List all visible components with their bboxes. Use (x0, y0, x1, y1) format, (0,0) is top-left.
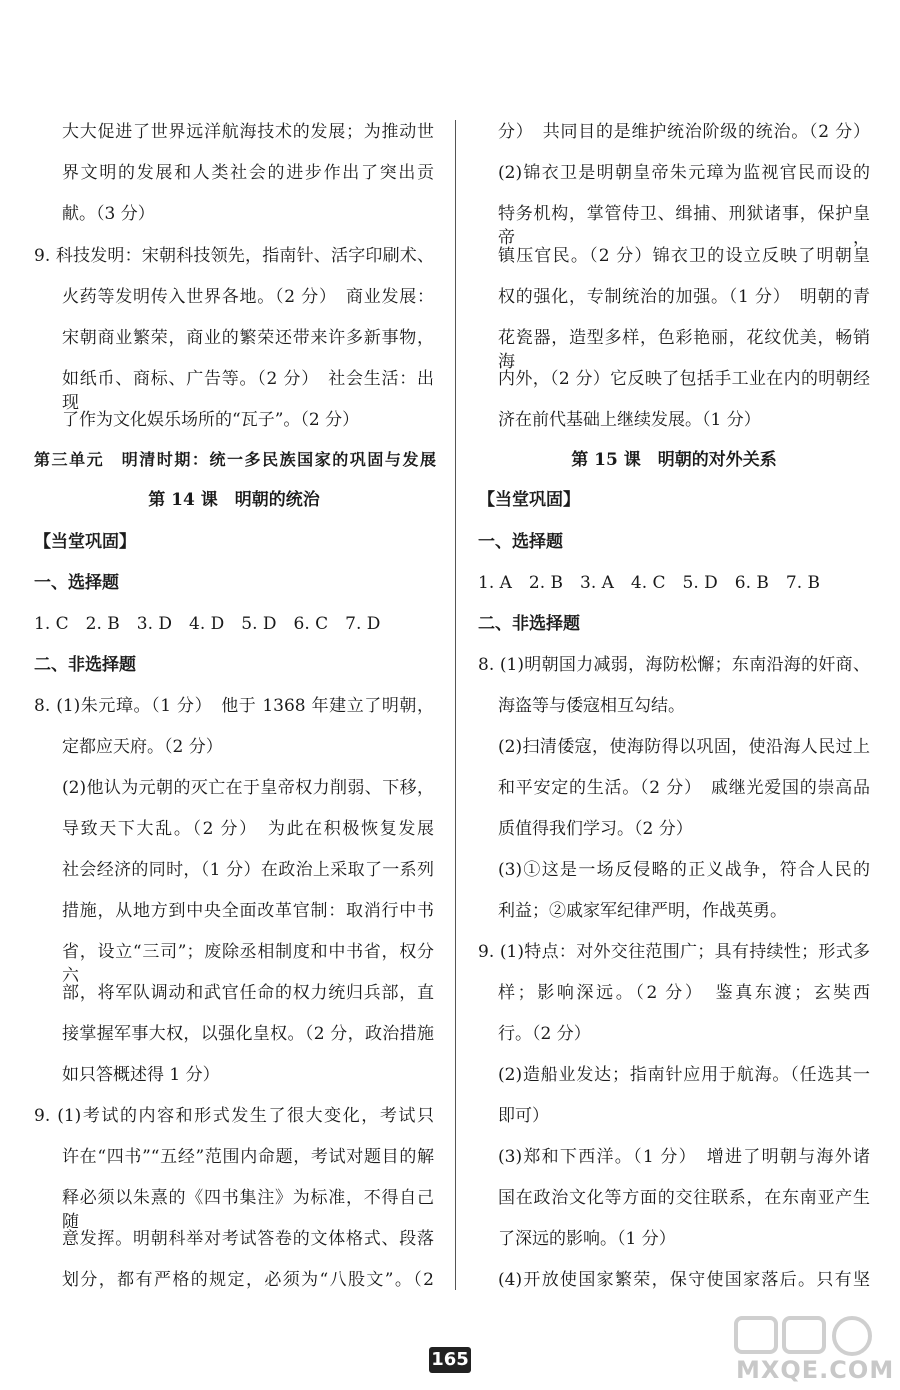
text-line: 内外，（2 分）它反映了包括手工业在内的明朝经 (498, 369, 870, 389)
watermark-logo (732, 1314, 895, 1384)
column-divider (455, 120, 456, 1290)
text-line: 即可） (498, 1106, 549, 1126)
text-line: 海盗等与倭寇相互勾结。 (498, 696, 685, 716)
text-line: 接掌握军事大权，以强化皇权。（2 分，政治措施 (62, 1024, 434, 1044)
section-heading: 一、选择题 (478, 532, 563, 552)
text-line: 8. (1)明朝国力减弱，海防松懈；东南沿海的奸商、 (478, 655, 870, 675)
watermark-mark-icon (732, 1314, 882, 1358)
text-line: (3)①这是一场反侵略的正义战争，符合人民的 (498, 860, 870, 880)
text-line: 镇压官民。（2 分）锦衣卫的设立反映了明朝皇 (498, 246, 870, 266)
text-line: 宋朝商业繁荣，商业的繁荣还带来许多新事物， (62, 328, 434, 348)
text-line: 利益；②戚家军纪律严明，作战英勇。 (498, 901, 787, 921)
text-line: 和平安定的生活。（2 分） 戚继光爱国的崇高品 (498, 778, 870, 798)
text-line: (4)开放使国家繁荣，保守使国家落后。只有坚 (498, 1270, 870, 1290)
text-line: 如只答概述得 1 分） (62, 1065, 220, 1085)
text-line: 了深远的影响。（1 分） (498, 1229, 676, 1249)
text-line: 定都应天府。（2 分） (62, 737, 223, 757)
section-heading: 二、非选择题 (478, 614, 580, 634)
text-line: 特务机构，掌管侍卫、缉捕、刑狱诸事，保护皇帝， (498, 204, 870, 248)
text-line: (2)锦衣卫是明朝皇帝朱元璋为监视官民而设的 (498, 163, 870, 183)
answer-list: 1. C 2. B 3. D 4. D 5. D 6. C 7. D (34, 614, 381, 634)
text-line: 措施，从地方到中央全面改革官制：取消行中书 (62, 901, 434, 921)
text-line: 样；影响深远。（2 分） 鉴真东渡；玄奘西 (498, 983, 870, 1003)
text-line: 质值得我们学习。（2 分） (498, 819, 693, 839)
text-line: 社会经济的同时，（1 分）在政治上采取了一系列 (62, 860, 434, 880)
text-line: 分） 共同目的是维护统治阶级的统治。（2 分） (498, 122, 870, 142)
text-line: 如纸币、商标、广告等。（2 分） 社会生活：出现 (62, 369, 434, 413)
section-heading: 一、选择题 (34, 573, 119, 593)
text-line: 大大促进了世界远洋航海技术的发展；为推动世 (62, 122, 434, 142)
section-heading: 二、非选择题 (34, 655, 136, 675)
text-line: (2)造船业发达；指南针应用于航海。（任选其一 (498, 1065, 870, 1085)
text-line: 行。（2 分） (498, 1024, 591, 1044)
page-number: 165 (429, 1347, 471, 1373)
text-line: 济在前代基础上继续发展。（1 分） (498, 410, 761, 430)
text-line: (2)他认为元朝的灭亡在于皇帝权力削弱、下移， (62, 778, 434, 798)
text-line: 许在“四书”“五经”范围内命题，考试对题目的解 (62, 1147, 434, 1167)
text-line: 9. (1)考试的内容和形式发生了很大变化，考试只 (34, 1106, 434, 1126)
answer-list: 1. A 2. B 3. A 4. C 5. D 6. B 7. B (478, 573, 821, 593)
text-line: 火药等发明传入世界各地。（2 分） 商业发展： (62, 287, 434, 307)
text-line: 8. (1)朱元璋。（1 分） 他于 1368 年建立了明朝， (34, 696, 434, 716)
section-heading: 【当堂巩固】 (34, 532, 136, 552)
text-line: 省，设立“三司”；废除丞相制度和中书省，权分六 (62, 942, 434, 986)
text-line: (2)扫清倭寇，使海防得以巩固，使沿海人民过上 (498, 737, 870, 757)
section-heading: 【当堂巩固】 (478, 490, 580, 510)
text-line: 了作为文化娱乐场所的“瓦子”。（2 分） (62, 410, 360, 430)
text-line: 权的强化，专制统治的加强。（1 分） 明朝的青 (498, 287, 870, 307)
text-line: 部，将军队调动和武官任命的权力统归兵部，直 (62, 983, 434, 1003)
watermark-text: MXQE.COM (736, 1356, 895, 1384)
text-line: (3)郑和下西洋。（1 分） 增进了明朝与海外诸 (498, 1147, 870, 1167)
text-line: 9. (1)特点：对外交往范围广；具有持续性；形式多 (478, 942, 870, 962)
text-line: 界文明的发展和人类社会的进步作出了突出贡 (62, 163, 434, 183)
text-line: 导致天下大乱。（2 分） 为此在积极恢复发展 (62, 819, 434, 839)
text-line: 意发挥。明朝科举对考试答卷的文体格式、段落 (62, 1229, 434, 1249)
text-line: 9. 科技发明：宋朝科技领先，指南针、活字印刷术、 (34, 246, 434, 266)
text-line: 释必须以朱熹的《四书集注》为标准，不得自己随 (62, 1188, 434, 1232)
unit-heading: 第三单元 明清时期：统一多民族国家的巩固与发展 (34, 450, 436, 469)
text-line: 献。（3 分） (62, 204, 155, 224)
text-line: 划分，都有严格的规定，必须为“八股文”。（2 (62, 1270, 434, 1290)
text-line: 国在政治文化等方面的交往联系，在东南亚产生 (498, 1188, 870, 1208)
text-line: 花瓷器，造型多样，色彩艳丽，花纹优美，畅销海 (498, 328, 870, 372)
lesson-title: 第 14 课 明朝的统治 (148, 490, 320, 510)
lesson-title: 第 15 课 明朝的对外关系 (571, 450, 777, 470)
